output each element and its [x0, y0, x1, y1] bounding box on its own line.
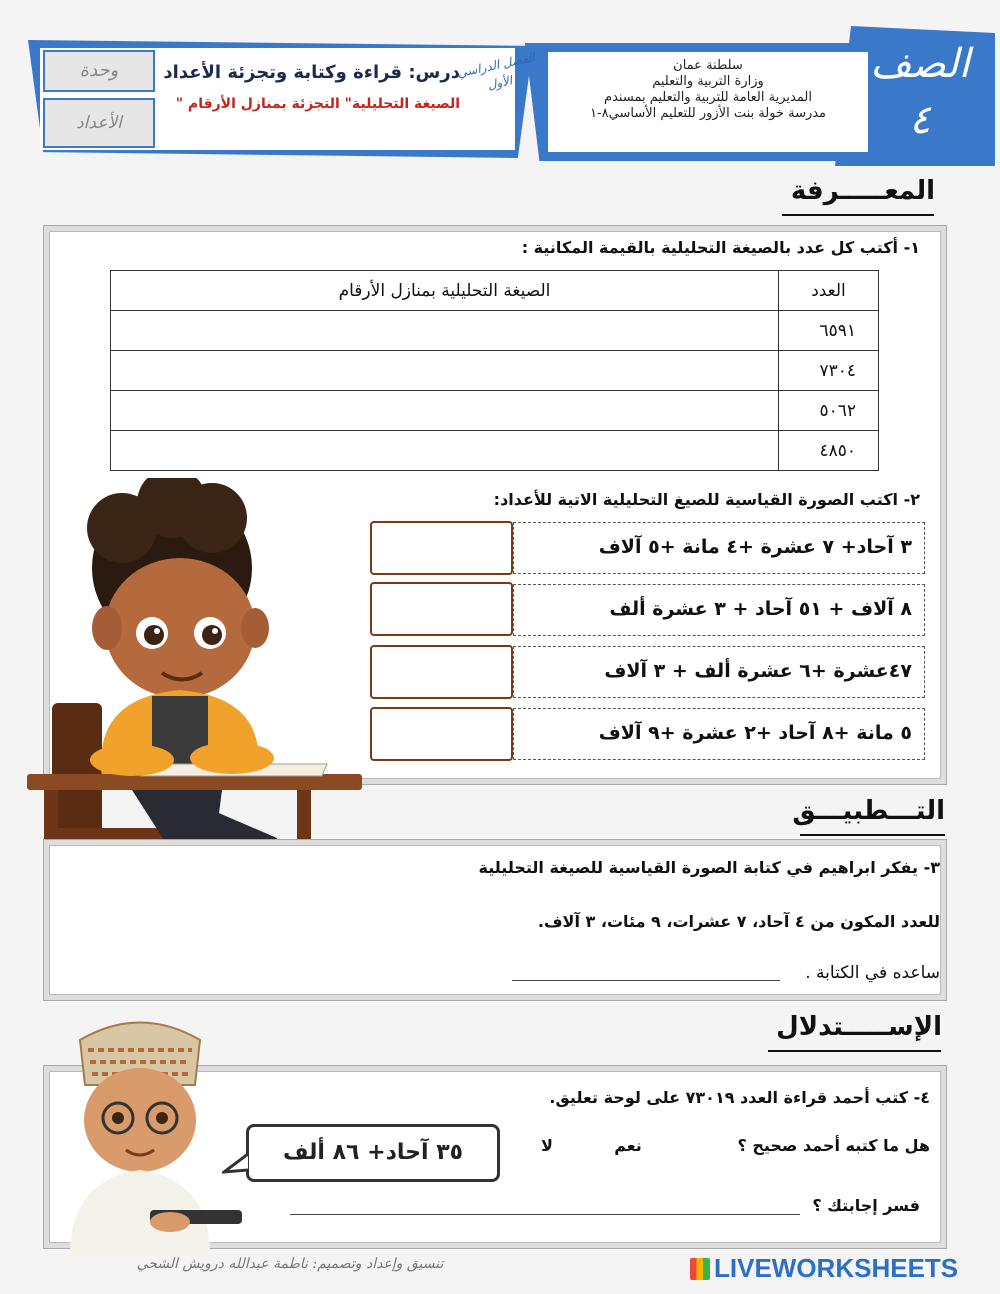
- question-1: ١- أكتب كل عدد بالصيغة التحليلية بالقيمة المكانية :: [521, 238, 920, 257]
- speech-bubble: ٣٥ آحاد+ ٨٦ ألف: [246, 1124, 500, 1182]
- answer-line-4[interactable]: [290, 1214, 800, 1215]
- table-row: [111, 311, 879, 351]
- expression-row: [513, 646, 925, 698]
- table-row: [111, 431, 879, 471]
- school-line-2: وزارة التربية والتعليم: [652, 74, 764, 89]
- question-4-line-1: ٤- كتب أحمد قراءة العدد ٧٣٠١٩ على لوحة تعليق.: [549, 1088, 930, 1107]
- credits: تنسيق وإعداد وتصميم: ناطمة عبدالله درويش الشحي: [136, 1256, 444, 1272]
- school-line-1: سلطنة عمان: [673, 58, 743, 73]
- question-4-prompt: هل ما كتبه أحمد صحيح ؟: [737, 1136, 930, 1155]
- table-header-row: [111, 271, 879, 311]
- answer-cell-2[interactable]: [111, 351, 779, 391]
- boy-with-tablet-illustration: [30, 1010, 250, 1255]
- school-line-3: المديرية العامة للتربية والتعليم بمسندم: [604, 90, 812, 105]
- heading-underline: [768, 1050, 941, 1052]
- answer-box-4[interactable]: [370, 707, 513, 761]
- unit-label: وحدة: [43, 50, 155, 92]
- header-form: الصيغة التحليلية بمنازل الأرقام: [111, 271, 779, 311]
- logo-text: LIVEWORKSHEETS: [714, 1253, 959, 1283]
- number-cell: ٧٣٠٤: [779, 351, 879, 391]
- table-row: [111, 351, 879, 391]
- heading-reasoning: الإســـــتدلال: [776, 1012, 942, 1042]
- question-3-line-2: للعدد المكون من ٤ آحاد، ٧ عشرات، ٩ مئات، ٣ آلاف.: [537, 912, 940, 931]
- answer-box-1[interactable]: [370, 521, 513, 575]
- question-4-explain: فسر إجابتك ؟: [812, 1196, 920, 1215]
- heading-underline: [800, 834, 945, 836]
- face: [105, 558, 255, 698]
- question-3-line-1: ٣- يفكر ابراهيم في كتابة الصورة القياسية للصيغة التحليلية: [478, 858, 940, 877]
- answer-box-2[interactable]: [370, 582, 513, 636]
- question-2: ٢- اكتب الصورة القياسية للصيغ التحليلية الاتية للأعداد:: [493, 490, 920, 509]
- bubble-tail: [222, 1150, 250, 1180]
- analytic-table: [110, 270, 879, 471]
- school-info: [548, 52, 868, 152]
- lesson-subtitle: الصيغة التحليلية" التجزئة بمنازل الأرقام ": [175, 96, 460, 112]
- heading-knowledge: المعـــــرفة: [790, 176, 935, 206]
- semester-label: الفصل الدراسي الأول: [456, 50, 537, 93]
- table-row: [111, 391, 879, 431]
- expression-row: [513, 522, 925, 574]
- grade-label: الصف ٤: [870, 41, 970, 143]
- number-cell: ٥٠٦٢: [779, 391, 879, 431]
- school-line-4: مدرسة خولة بنت الأزور للتعليم الأساسي٨-١: [589, 106, 827, 121]
- expression-text: ٤٧عشرة +٦ عشرة ألف + ٣ آلاف: [604, 660, 912, 682]
- heading-underline: [782, 214, 934, 216]
- answer-line-3[interactable]: [512, 980, 780, 981]
- heading-application: التـــطبيـــق: [792, 796, 945, 826]
- lesson-title: درس: قراءة وكتابة وتجزئة الأعداد: [163, 62, 460, 83]
- expression-text: ٨ آلاف + ٥١ آحاد + ٣ عشرة ألف: [609, 598, 912, 620]
- header-number: العدد: [779, 271, 879, 311]
- expression-text: ٣ آحاد+ ٧ عشرة +٤ مانة +٥ آلاف: [598, 536, 912, 558]
- expression-row: [513, 584, 925, 636]
- question-3-line-3: ساعده في الكتابة .: [805, 963, 940, 983]
- answer-box-3[interactable]: [370, 645, 513, 699]
- answer-cell-1[interactable]: [111, 311, 779, 351]
- number-cell: ٤٨٥٠: [779, 431, 879, 471]
- expression-text: ٥ مانة +٨ آحاد +٢ عشرة +٩ آلاف: [598, 722, 912, 744]
- number-cell: ٦٥٩١: [779, 311, 879, 351]
- unit-topic: الأعداد: [43, 98, 155, 148]
- option-no[interactable]: لا: [541, 1136, 553, 1155]
- liveworksheets-logo: [690, 1253, 990, 1284]
- answer-cell-3[interactable]: [111, 391, 779, 431]
- answer-cell-4[interactable]: [111, 431, 779, 471]
- expression-row: [513, 708, 925, 760]
- logo-icon: [690, 1258, 710, 1280]
- option-yes[interactable]: نعم: [614, 1136, 642, 1155]
